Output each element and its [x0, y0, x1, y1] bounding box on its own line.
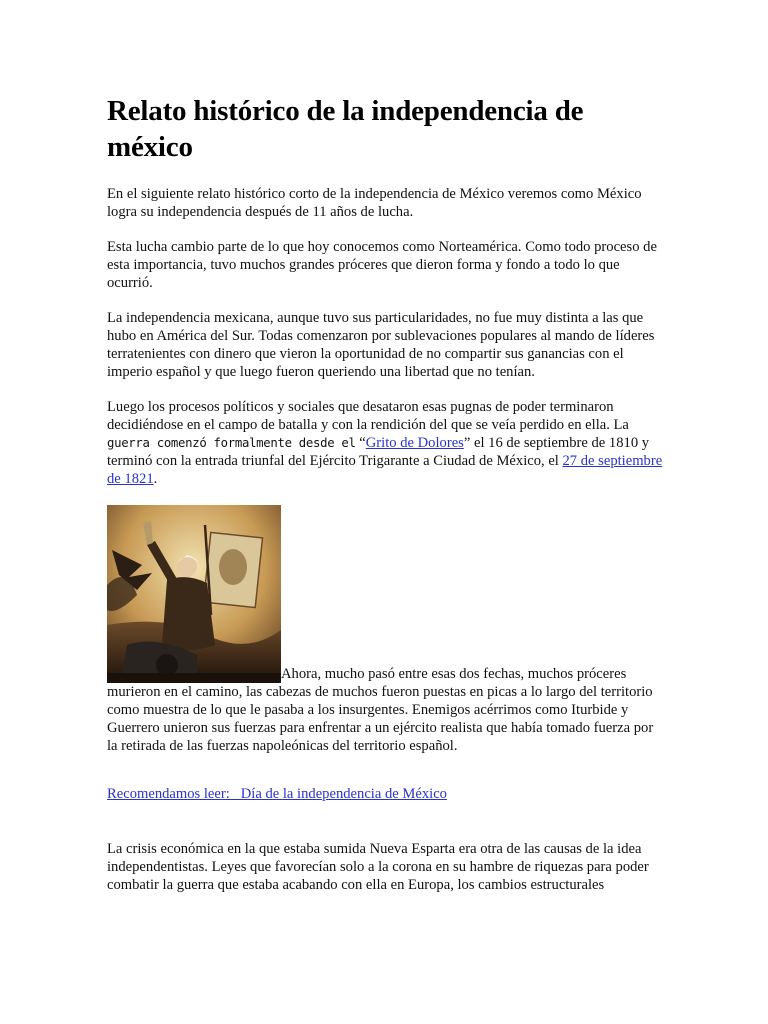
paragraph-north-america: Esta lucha cambio parte de lo que hoy conocemos como Norteamérica. Como todo proceso de esta importancia, tuvo muchos grandes próceres que dieron forma y fondo a todo lo que ocurrió.: [107, 239, 657, 291]
link-recommended-reading[interactable]: Recomendamos leer: Día de la independencia de México: [107, 786, 447, 802]
paragraph-battle: Luego los procesos políticos y sociales que desataron esas pugnas de poder terminaron decidiéndose en el campo de batalla y con la rendición del que se veía perdido en ella. La guerra comenzó formalmente desde el “Grito de Dolores” el 16 de septiembre de 1810 y terminó con la entrada triunfal del Ejército Trigarante a Ciudad de México, el 27 de septiembre de 1821.: [107, 399, 663, 487]
monospace-fragment: guerra comenzó formalmente desde el: [107, 436, 356, 450]
paragraph-proceres: Ahora, mucho pasó entre esas dos fechas, muchos próceres murieron en el camino, las cabezas de muchos fueron puestas en picas a lo largo del territorio como muestra de lo que le pasaba a los insurgentes. Enemigos acérrimos como Iturbide y Guerrero unieron sus fuerzas para enfrentar a un ejército realista que había tomado fuerza por la retirada de las fuerzas napoleónicas del territorio español.: [107, 505, 663, 755]
hidalgo-painting-image: [107, 505, 281, 683]
paragraph-south-america: La independencia mexicana, aunque tuvo sus particularidades, no fue muy distinta a las que hubo en América del Sur. Todas comenzaron por sublevaciones populares al mando de líderes terratenientes con dinero que vieron la oportunidad de no compartir sus ganancias con el imperio español y que luego fueron queriendo una libertad que no tenían.: [107, 310, 655, 380]
document-body: [107, 93, 663, 911]
page-title: Relato histórico de la independencia de méxico: [107, 95, 584, 163]
link-27-septiembre-1821[interactable]: 27 de septiembre de 1821: [107, 453, 663, 487]
paragraph-intro: En el siguiente relato histórico corto de la independencia de México veremos como México logra su independencia después de 11 años de lucha.: [107, 186, 642, 220]
paragraph-economic-crisis: La crisis económica en la que estaba sumida Nueva Esparta era otra de las causas de la idea independentistas. Leyes que favorecían solo a la corona en su hambre de riquezas para poder combatir la guerra que estaba acabando con ella en Europa, los cambios estructurales: [107, 841, 649, 893]
link-grito-de-dolores[interactable]: Grito de Dolores: [365, 435, 464, 451]
recommended-reading: [107, 785, 663, 803]
